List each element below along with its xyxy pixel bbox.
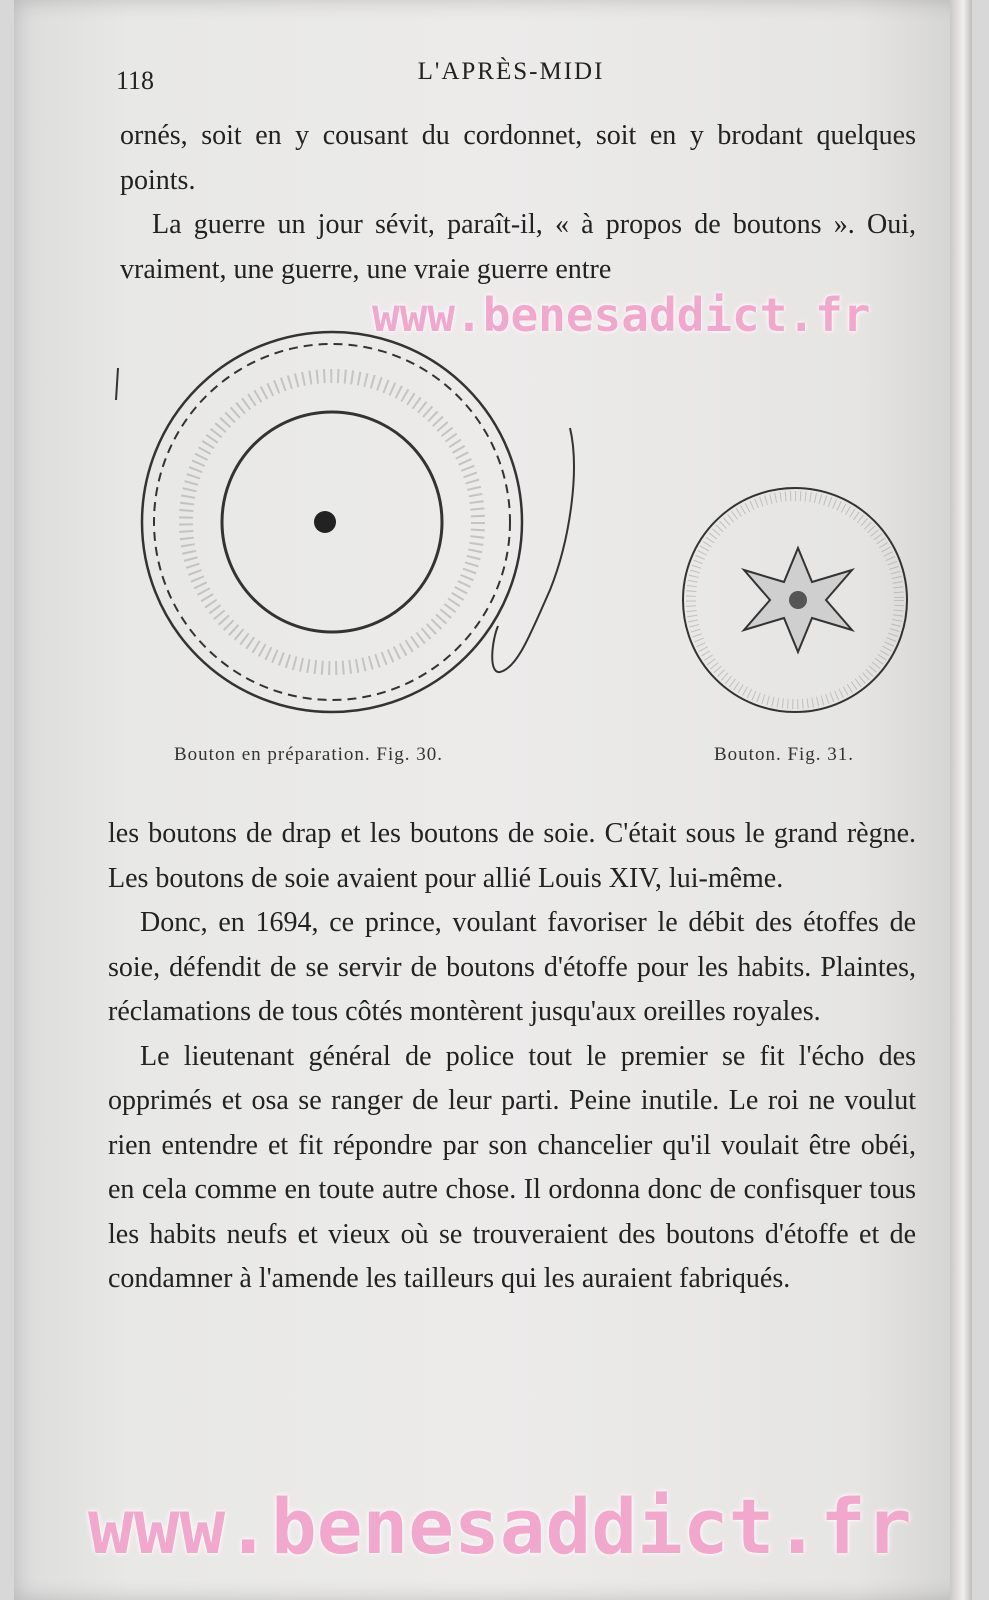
paragraph: Donc, en 1694, ce prince, voulant favoriser le débit des étoffes de soie, défendit de se servir de boutons d'étoffe pour les habits. Plaintes, réclamations de tous côtés montèrent jusqu'aux oreilles royales. bbox=[108, 907, 916, 1027]
fig31-caption: Bouton. Fig. 31. bbox=[714, 744, 855, 765]
figures-area bbox=[100, 300, 930, 780]
paragraph: La guerre un jour sévit, paraît-il, « à propos de boutons ». Oui, vraiment, une guerre, une vraie guerre entre bbox=[120, 209, 916, 285]
watermark-top: www.benesaddict.fr bbox=[372, 288, 871, 342]
page-header bbox=[106, 58, 916, 98]
page-number: 118 bbox=[116, 66, 155, 95]
fig30-button-in-preparation bbox=[116, 332, 574, 712]
paragraph: les boutons de drap et les boutons de soie. C'était sous le grand règne. Les boutons de soie avaient pour allié Louis XIV, lui-même. bbox=[108, 818, 916, 894]
text-block-after-figures bbox=[108, 812, 916, 1302]
paragraph: ornés, soit en y cousant du cordonnet, soit en y brodant quelques points. bbox=[120, 120, 916, 196]
button-illustrations bbox=[100, 300, 930, 740]
running-head: L'APRÈS-MIDI bbox=[417, 58, 605, 85]
paragraph: Le lieutenant général de police tout le premier se fit l'écho des opprimés et osa se ranger de leur parti. Peine inutile. Le roi ne voulut rien entendre et fit répondre par son chancelier qu'il voulait être obéi, en cela comme en toute autre chose. Il ordonna donc de confisquer tous les habits neufs et vieux où se trouveraient des boutons d'étoffe et de condamner à l'amende les tailleurs qui les auraient fabriqués. bbox=[108, 1040, 916, 1294]
watermark-bottom: www.benesaddict.fr bbox=[88, 1482, 912, 1571]
fig31-button bbox=[683, 488, 907, 712]
text-block-before-figures bbox=[120, 114, 916, 292]
book-spine bbox=[950, 0, 972, 1600]
fig30-caption: Bouton en préparation. Fig. 30. bbox=[174, 744, 443, 765]
